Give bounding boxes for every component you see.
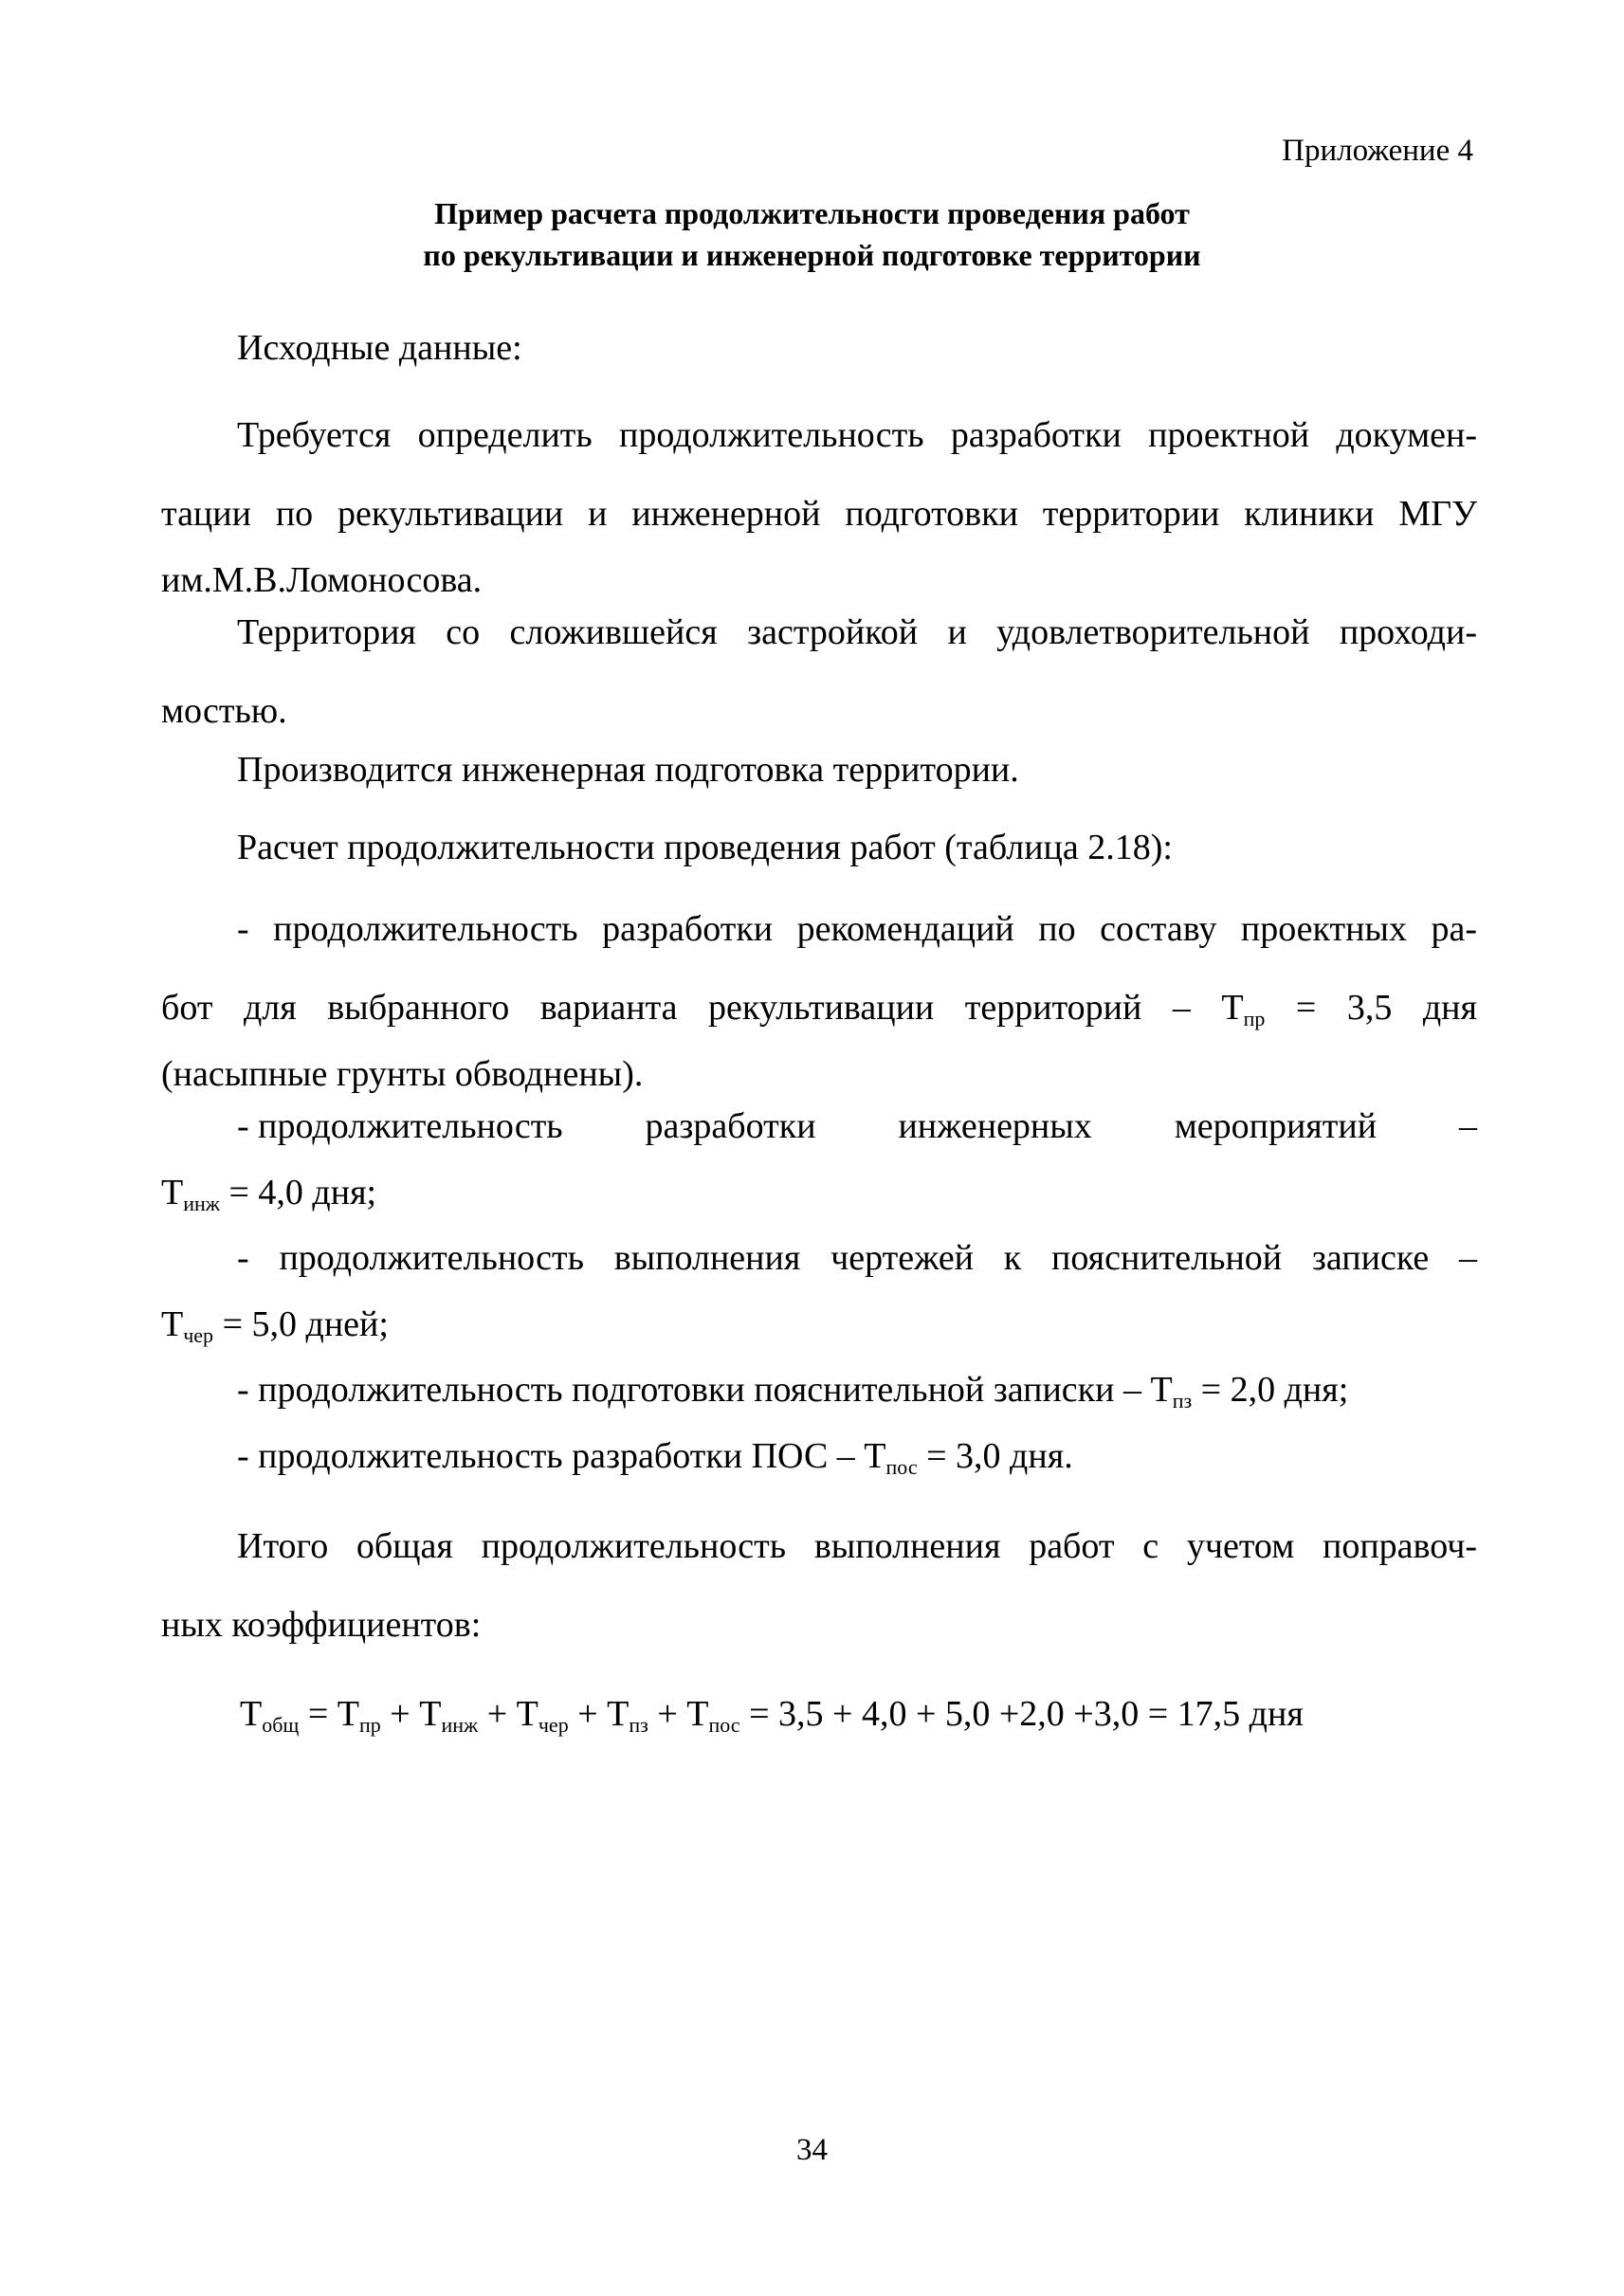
- f-plus-1: +: [380, 1694, 420, 1734]
- paragraph-3: Производится инженерная подготовка территории.: [237, 750, 1019, 790]
- item3-sub: чер: [183, 1323, 214, 1347]
- item5-val: = 3,0 дня.: [917, 1436, 1073, 1476]
- item1-l2-post: = 3,5 дня: [1265, 988, 1477, 1028]
- f-plus-4: +: [648, 1694, 687, 1734]
- item3-l1-text: - продолжительность выполнения чертежей к пояснительной записке –: [237, 1238, 1477, 1278]
- title-line-2: по рекультивации и инженерной подготовке территории: [423, 238, 1201, 272]
- item2-val: = 4,0 дня;: [219, 1173, 377, 1212]
- item4-sub: пз: [1172, 1389, 1193, 1412]
- item3-T: Т: [161, 1304, 184, 1344]
- item2-w4: мероприятий: [1174, 1106, 1378, 1146]
- total-formula: [240, 1693, 1304, 1735]
- paragraph-2-line-1: [237, 611, 1477, 653]
- paragraph-1-line-3: им.М.В.Ломоносова.: [161, 560, 483, 600]
- f-T-pz: Т: [607, 1694, 630, 1734]
- appendix-label: Приложение 4: [1282, 134, 1473, 168]
- item2-w1: - продолжительность: [237, 1106, 563, 1146]
- f-plus-2: +: [478, 1694, 517, 1734]
- item2-w5: –: [1458, 1106, 1477, 1146]
- initial-data-heading: Исходные данные:: [237, 328, 522, 368]
- f-sub-pz: пз: [629, 1713, 648, 1737]
- f-sub-total: общ: [262, 1713, 300, 1737]
- item5-sub: пос: [885, 1455, 918, 1479]
- item4-pre: - продолжительность подготовки пояснительной записки – Т: [237, 1370, 1173, 1410]
- paragraph-2-line-2: мостью.: [161, 691, 287, 731]
- p1-l1-text: Требуется определить продолжительность разработки проектной докумен-: [237, 415, 1477, 455]
- f-plus-3: +: [568, 1694, 608, 1734]
- page-title: [0, 192, 1624, 276]
- total-line-2: ных коэффициентов:: [161, 1605, 482, 1645]
- f-T-total: Т: [240, 1694, 263, 1734]
- f-eq: =: [299, 1694, 338, 1734]
- item-5: [237, 1435, 1073, 1477]
- item-3-line-1: [237, 1237, 1477, 1279]
- total-l1-text: Итого общая продолжительность выполнения работ с учетом поправоч-: [237, 1526, 1477, 1566]
- item-1-line-1: [237, 908, 1477, 950]
- paragraph-1-line-2: тации по рекультивации и инженерной подготовки территории клиники МГУ: [161, 494, 1477, 534]
- item-1-line-3: (насыпные грунты обводнены).: [161, 1054, 644, 1094]
- item2-w2: разработки: [645, 1106, 816, 1146]
- item1-l1-text: - продолжительность разработки рекомендаций по составу проектных ра-: [237, 909, 1477, 949]
- page-number: 34: [796, 2133, 828, 2167]
- f-T-inzh: Т: [419, 1694, 442, 1734]
- item-2-line-1: [237, 1105, 1477, 1147]
- f-T-pr: Т: [337, 1694, 360, 1734]
- item-1-line-2: [161, 975, 1477, 1041]
- item2-w3: инженерных: [898, 1106, 1092, 1146]
- f-result: = 3,5 + 4,0 + 5,0 +2,0 +3,0 = 17,5 дня: [739, 1694, 1304, 1734]
- item-3-line-2: [161, 1303, 389, 1345]
- item3-val: = 5,0 дней;: [213, 1304, 389, 1344]
- paragraph-4: Расчет продолжительности проведения работ (таблица 2.18):: [237, 828, 1173, 867]
- item2-T: Т: [161, 1173, 184, 1212]
- item2-sub: инж: [183, 1192, 220, 1215]
- item5-pre: - продолжительность разработки ПОС – Т: [237, 1436, 886, 1476]
- item1-l2-pre: бот для выбранного варианта рекультивации территорий – Т: [161, 988, 1244, 1028]
- item4-val: = 2,0 дня;: [1192, 1370, 1349, 1410]
- paragraph-1-line-1: [237, 414, 1477, 456]
- item-4: [237, 1369, 1348, 1411]
- p2-l1-text: Территория со сложившейся застройкой и удовлетворительной проходи-: [237, 612, 1477, 652]
- f-T-cher: Т: [516, 1694, 538, 1734]
- item-2-line-2: [161, 1172, 376, 1213]
- title-line-1: Пример расчета продолжительности проведения работ: [434, 196, 1190, 230]
- f-sub-pr: пр: [359, 1713, 381, 1737]
- f-T-pos: Т: [686, 1694, 709, 1734]
- total-line-1: [237, 1525, 1477, 1567]
- f-sub-pos: пос: [708, 1713, 740, 1737]
- f-sub-cher: чер: [538, 1713, 569, 1737]
- item1-sub: пр: [1243, 1007, 1266, 1030]
- f-sub-inzh: инж: [441, 1713, 479, 1737]
